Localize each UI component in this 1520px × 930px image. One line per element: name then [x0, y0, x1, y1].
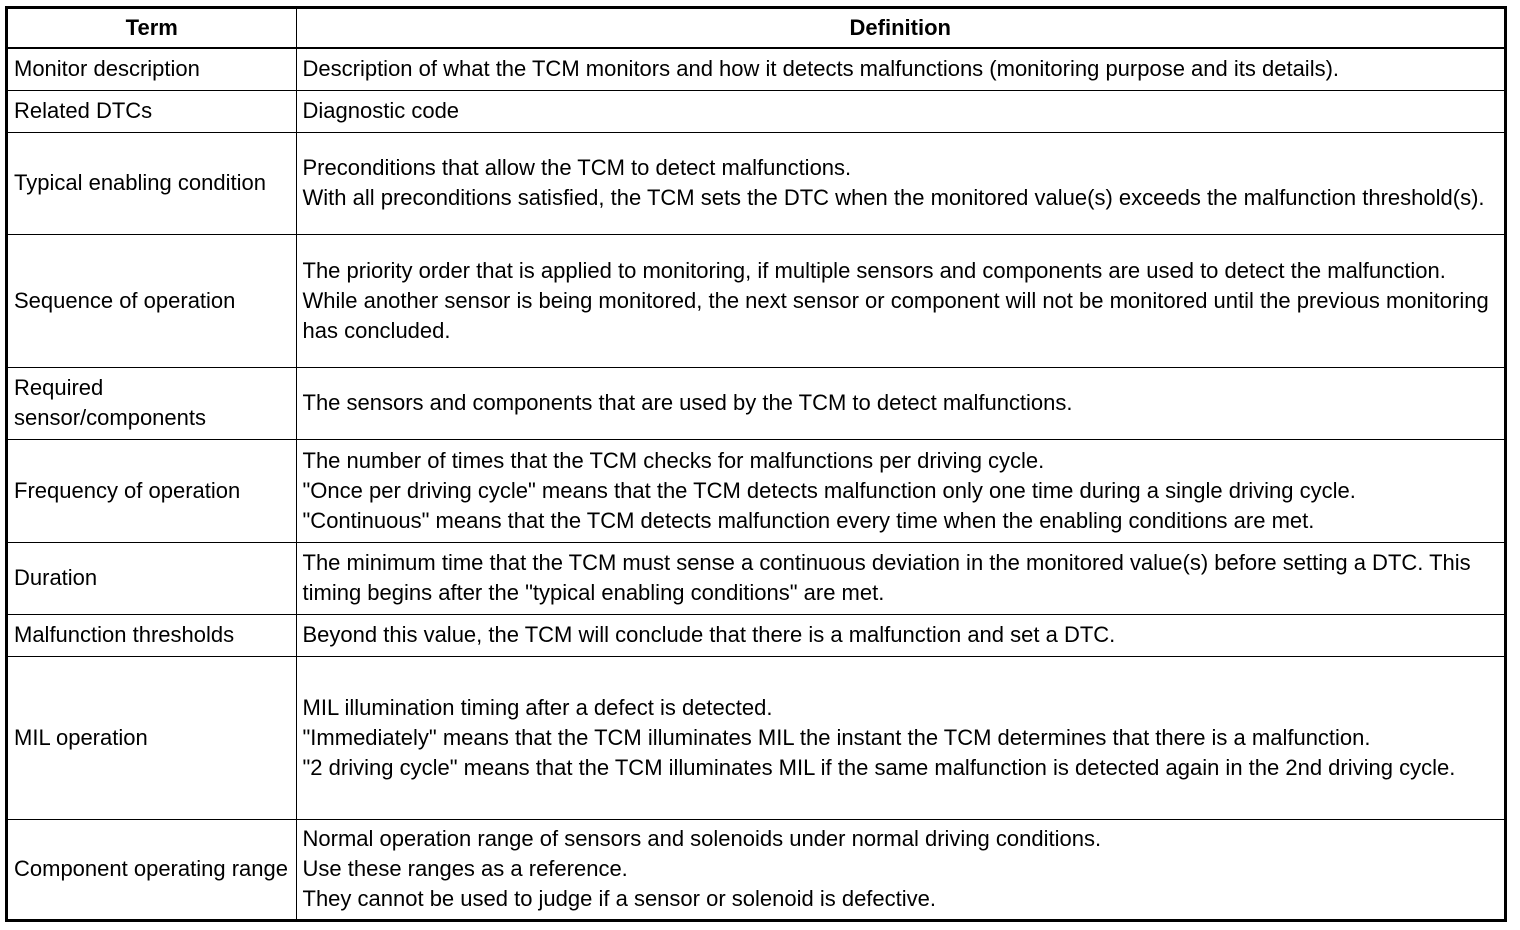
definition-line: Normal operation range of sensors and solenoids under normal driving conditions. — [302, 826, 1102, 852]
definition-cell — [296, 367, 1504, 439]
table-row — [8, 132, 1504, 234]
definition-line: MIL illumination timing after a defect is detected. — [302, 694, 773, 720]
definition-line: "Once per driving cycle" means that the TCM detects malfunction only one time during a single driving cycle. — [302, 477, 1356, 503]
definition-line: The number of times that the TCM checks for malfunctions per driving cycle. — [302, 447, 1045, 473]
definition-line: Use these ranges as a reference. — [302, 856, 628, 882]
table-row — [8, 48, 1504, 90]
definition-cell — [296, 542, 1504, 614]
table-row — [8, 439, 1504, 542]
header-definition: Definition — [296, 9, 1504, 48]
term-cell: Related DTCs — [8, 90, 296, 132]
table-row — [8, 234, 1504, 367]
term-cell: MIL operation — [8, 656, 296, 819]
header-term: Term — [8, 9, 296, 48]
definition-line: With all preconditions satisfied, the TCM sets the DTC when the monitored value(s) exceeds the malfunction threshold(s). — [302, 185, 1485, 210]
definitions-table-frame — [5, 6, 1507, 922]
term-cell: Monitor description — [8, 48, 296, 90]
definition-line: The minimum time that the TCM must sense a continuous deviation in the monitored value(s) before setting a DTC. This timing begins after the "typical enabling conditions" are met. — [302, 550, 1477, 605]
definition-cell — [296, 234, 1504, 367]
definition-line: "2 driving cycle" means that the TCM illuminates MIL if the same malfunction is detected again in the 2nd driving cycle. — [302, 754, 1456, 780]
definitions-table — [8, 9, 1504, 919]
term-cell: Required sensor/components — [8, 367, 296, 439]
definition-line: While another sensor is being monitored, the next sensor or component will not be monitored until the previous monitoring has concluded. — [302, 287, 1495, 343]
definition-cell — [296, 439, 1504, 542]
table-row — [8, 367, 1504, 439]
table-row — [8, 90, 1504, 132]
term-cell: Malfunction thresholds — [8, 614, 296, 656]
definition-line: The sensors and components that are used by the TCM to detect malfunctions. — [302, 390, 1073, 415]
definition-line: Preconditions that allow the TCM to detect malfunctions. — [302, 155, 852, 180]
table-row — [8, 656, 1504, 819]
definition-cell — [296, 819, 1504, 919]
definition-cell — [296, 90, 1504, 132]
term-cell: Duration — [8, 542, 296, 614]
header-row — [8, 9, 1504, 48]
definition-line: Diagnostic code — [302, 98, 460, 123]
term-cell: Sequence of operation — [8, 234, 296, 367]
definition-line: Description of what the TCM monitors and how it detects malfunctions (monitoring purpose and its details). — [302, 56, 1340, 82]
definition-line: Beyond this value, the TCM will conclude that there is a malfunction and set a DTC. — [302, 622, 1116, 647]
term-cell: Typical enabling condition — [8, 132, 296, 234]
table-body — [8, 48, 1504, 919]
table-row — [8, 614, 1504, 656]
table-row — [8, 819, 1504, 919]
term-cell: Component operating range — [8, 819, 296, 919]
definition-cell — [296, 656, 1504, 819]
definition-cell — [296, 48, 1504, 90]
definition-line: "Continuous" means that the TCM detects malfunction every time when the enabling conditions are met. — [302, 507, 1315, 533]
definition-cell — [296, 132, 1504, 234]
term-cell: Frequency of operation — [8, 439, 296, 542]
definition-line: They cannot be used to judge if a sensor or solenoid is defective. — [302, 886, 936, 912]
table-header — [8, 9, 1504, 48]
definition-cell — [296, 614, 1504, 656]
table-row — [8, 542, 1504, 614]
definition-line: The priority order that is applied to monitoring, if multiple sensors and components are used to detect the malfunction. — [302, 257, 1446, 283]
definition-line: "Immediately" means that the TCM illuminates MIL the instant the TCM determines that there is a malfunction. — [302, 724, 1371, 750]
